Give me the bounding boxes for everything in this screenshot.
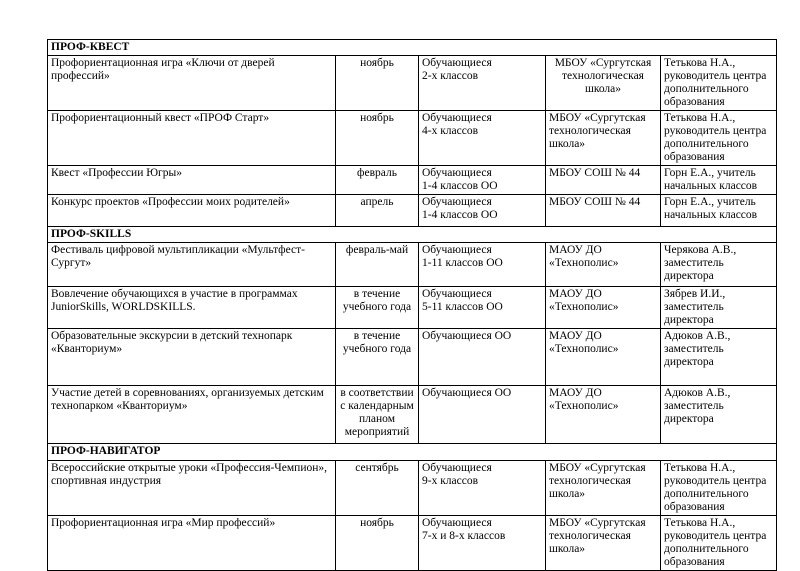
date-cell: в соответствии с календарным планом мероприятий [336, 386, 419, 444]
organization-cell: МАОУ ДО «Технополис» [546, 243, 661, 287]
organization-cell: МАОУ ДО «Технополис» [546, 329, 661, 386]
event-cell: Профориентационный квест «ПРОФ Старт» [48, 111, 336, 166]
organization-cell: МБОУ «Сургутская технологическая школа» [546, 111, 661, 166]
event-cell: Профориентационная игра «Ключи от дверей профессий» [48, 56, 336, 111]
participants-cell: Обучающиеся 7-х и 8-х классов [419, 516, 546, 571]
organization-cell: МБОУ «Сургутская технологическая школа» [546, 56, 661, 111]
participants-cell: Обучающиеся 1-11 классов ОО [419, 243, 546, 287]
date-cell: ноябрь [336, 111, 419, 166]
section-title: ПРОФ-НАВИГАТОР [48, 444, 777, 461]
date-cell: ноябрь [336, 56, 419, 111]
table-row [48, 166, 777, 195]
participants-cell: Обучающиеся ОО [419, 329, 546, 386]
organization-cell: МБОУ «Сургутская технологическая школа» [546, 461, 661, 516]
responsible-cell: Черякова А.В., заместитель директора [661, 243, 777, 287]
participants-cell: Обучающиеся 5-11 классов ОО [419, 287, 546, 329]
participants-cell: Обучающиеся 2-х классов [419, 56, 546, 111]
organization-cell: МБОУ СОШ № 44 [546, 166, 661, 195]
table-row [48, 56, 777, 111]
participants-cell: Обучающиеся 1-4 классов ОО [419, 166, 546, 195]
event-cell: Образовательные экскурсии в детский технопарк «Кванториум» [48, 329, 336, 386]
event-cell: Участие детей в соревнованиях, организуемых детским технопарком «Кванториум» [48, 386, 336, 444]
table-row [48, 195, 777, 227]
table-row [48, 516, 777, 571]
date-cell: сентябрь [336, 461, 419, 516]
date-cell: апрель [336, 195, 419, 227]
event-cell: Фестиваль цифровой мультипликации «Мультфест-Сургут» [48, 243, 336, 287]
date-cell: февраль [336, 166, 419, 195]
date-cell: ноябрь [336, 516, 419, 571]
organization-cell: МАОУ ДО «Технополис» [546, 386, 661, 444]
events-table [47, 39, 777, 571]
responsible-cell: Адюков А.В., заместитель директора [661, 329, 777, 386]
responsible-cell: Тетькова Н.А., руководитель центра дополнительного образования [661, 516, 777, 571]
responsible-cell: Тетькова Н.А., руководитель центра дополнительного образования [661, 111, 777, 166]
responsible-cell: Тетькова Н.А., руководитель центра дополнительного образования [661, 56, 777, 111]
table-row [48, 386, 777, 444]
responsible-cell: Горн Е.А., учитель начальных классов [661, 195, 777, 227]
event-cell: Профориентационная игра «Мир профессий» [48, 516, 336, 571]
section-title: ПРОФ-КВЕСТ [48, 40, 777, 56]
responsible-cell: Тетькова Н.А., руководитель центра дополнительного образования [661, 461, 777, 516]
participants-cell: Обучающиеся 1-4 классов ОО [419, 195, 546, 227]
table-row [48, 287, 777, 329]
responsible-cell: Адюков А.В., заместитель директора [661, 386, 777, 444]
date-cell: в течение учебного года [336, 329, 419, 386]
event-cell: Всероссийские открытые уроки «Профессия-Чемпион», спортивная индустрия [48, 461, 336, 516]
date-cell: в течение учебного года [336, 287, 419, 329]
date-cell: февраль-май [336, 243, 419, 287]
responsible-cell: Зябрев И.И., заместитель директора [661, 287, 777, 329]
table-row [48, 329, 777, 386]
table-row [48, 461, 777, 516]
event-cell: Вовлечение обучающихся в участие в программах JuniorSkills, WORLDSKILLS. [48, 287, 336, 329]
table-row [48, 243, 777, 287]
section-header-row [48, 40, 777, 56]
section-header-row [48, 444, 777, 461]
organization-cell: МБОУ «Сургутская технологическая школа» [546, 516, 661, 571]
organization-cell: МБОУ СОШ № 44 [546, 195, 661, 227]
section-title: ПРОФ-SKILLS [48, 227, 777, 243]
section-header-row [48, 227, 777, 243]
organization-cell: МАОУ ДО «Технополис» [546, 287, 661, 329]
participants-cell: Обучающиеся 9-х классов [419, 461, 546, 516]
responsible-cell: Горн Е.А., учитель начальных классов [661, 166, 777, 195]
participants-cell: Обучающиеся ОО [419, 386, 546, 444]
event-cell: Квест «Профессии Югры» [48, 166, 336, 195]
event-cell: Конкурс проектов «Профессии моих родителей» [48, 195, 336, 227]
table-row [48, 111, 777, 166]
participants-cell: Обучающиеся 4-х классов [419, 111, 546, 166]
